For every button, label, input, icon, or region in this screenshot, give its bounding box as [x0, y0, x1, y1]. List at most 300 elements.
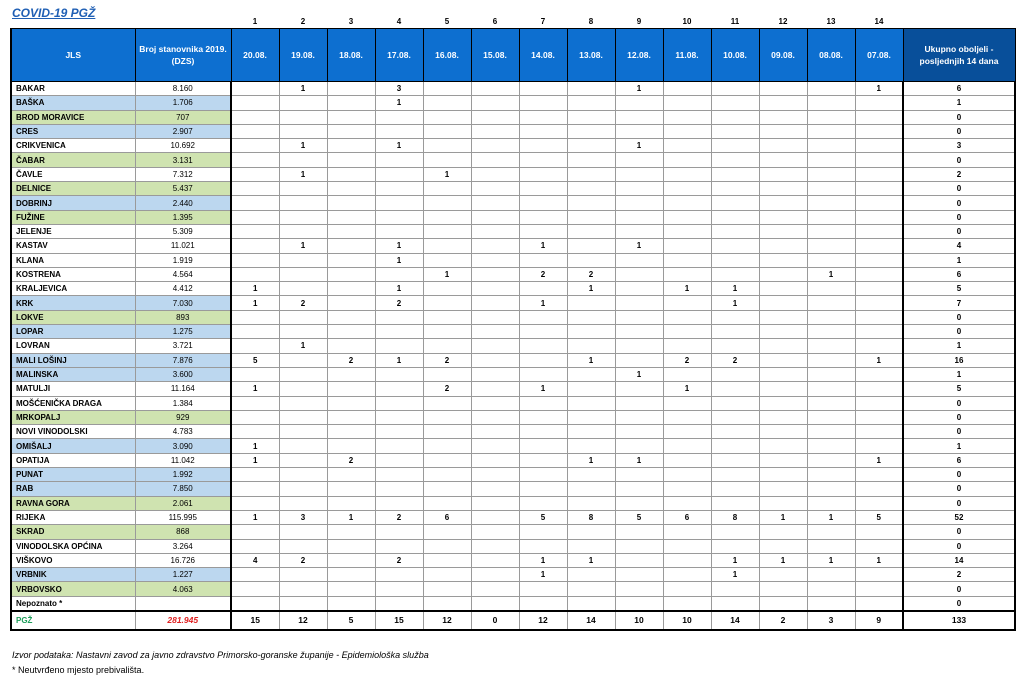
total-cases-cell: 0	[903, 582, 1015, 596]
daily-cases-cell	[231, 410, 279, 424]
daily-cases-cell	[231, 153, 279, 167]
municipality-name: BAKAR	[11, 82, 135, 96]
table-row	[11, 353, 1015, 367]
daily-cases-cell	[711, 582, 759, 596]
daily-cases-cell	[711, 325, 759, 339]
daily-cases-cell	[375, 382, 423, 396]
daily-cases-cell: 1	[567, 453, 615, 467]
daily-cases-cell	[231, 310, 279, 324]
daily-cases-cell	[759, 182, 807, 196]
daily-cases-cell	[567, 596, 615, 611]
daily-cases-cell	[855, 224, 903, 238]
daily-cases-cell	[855, 382, 903, 396]
municipality-name: KLANA	[11, 253, 135, 267]
daily-cases-cell	[807, 224, 855, 238]
daily-cases-cell	[471, 453, 519, 467]
daily-cases-cell	[279, 396, 327, 410]
daily-cases-cell	[471, 568, 519, 582]
summary-population: 281.945	[135, 611, 231, 630]
municipality-name: LOVRAN	[11, 339, 135, 353]
table-row	[11, 267, 1015, 281]
daily-cases-cell	[855, 496, 903, 510]
daily-cases-cell	[615, 496, 663, 510]
total-cases-cell: 14	[903, 553, 1015, 567]
daily-cases-cell	[519, 596, 567, 611]
daily-cases-cell	[327, 553, 375, 567]
municipality-name: OMIŠALJ	[11, 439, 135, 453]
daily-cases-cell	[279, 124, 327, 138]
daily-cases-cell	[615, 167, 663, 181]
daily-cases-cell	[567, 539, 615, 553]
daily-cases-cell	[759, 496, 807, 510]
table-row	[11, 239, 1015, 253]
daily-cases-cell	[519, 439, 567, 453]
daily-cases-cell	[711, 468, 759, 482]
daily-cases-cell	[567, 182, 615, 196]
daily-cases-cell	[279, 253, 327, 267]
daily-cases-cell	[471, 553, 519, 567]
daily-cases-cell	[567, 382, 615, 396]
daily-cases-cell: 1	[855, 453, 903, 467]
total-cases-cell: 1	[903, 367, 1015, 381]
daily-cases-cell	[807, 253, 855, 267]
daily-cases-cell	[423, 325, 471, 339]
daily-cases-cell	[807, 210, 855, 224]
daily-cases-cell	[423, 224, 471, 238]
daily-cases-cell	[711, 496, 759, 510]
daily-cases-cell	[663, 253, 711, 267]
daily-cases-cell: 8	[711, 510, 759, 524]
daily-cases-cell	[567, 339, 615, 353]
daily-cases-cell: 4	[231, 553, 279, 567]
table-row	[11, 253, 1015, 267]
daily-cases-cell: 1	[855, 82, 903, 96]
table-row	[11, 196, 1015, 210]
total-cases-cell: 7	[903, 296, 1015, 310]
daily-cases-cell	[519, 496, 567, 510]
municipality-name: VIŠKOVO	[11, 553, 135, 567]
daily-cases-cell: 1	[711, 553, 759, 567]
daily-cases-cell	[615, 224, 663, 238]
daily-cases-cell	[807, 96, 855, 110]
daily-cases-cell: 1	[231, 296, 279, 310]
daily-cases-cell	[327, 110, 375, 124]
column-number: 14	[874, 16, 884, 26]
daily-cases-cell	[327, 224, 375, 238]
population-cell: 2.907	[135, 124, 231, 138]
column-number: 8	[588, 16, 594, 26]
daily-cases-cell	[855, 210, 903, 224]
daily-cases-cell	[663, 525, 711, 539]
table-row	[11, 425, 1015, 439]
total-cases-cell: 0	[903, 310, 1015, 324]
population-cell: 4.063	[135, 582, 231, 596]
daily-cases-cell	[759, 82, 807, 96]
population-cell: 16.726	[135, 553, 231, 567]
municipality-name: MOŠĆENIČKA DRAGA	[11, 396, 135, 410]
daily-cases-cell	[231, 425, 279, 439]
daily-cases-cell	[807, 468, 855, 482]
summary-label: PGŽ	[11, 611, 135, 630]
daily-cases-cell: 5	[855, 510, 903, 524]
daily-cases-cell	[807, 196, 855, 210]
total-cases-cell: 6	[903, 82, 1015, 96]
daily-cases-cell	[759, 482, 807, 496]
daily-cases-cell	[327, 282, 375, 296]
daily-cases-cell	[231, 396, 279, 410]
daily-cases-cell	[471, 310, 519, 324]
daily-cases-cell: 1	[615, 367, 663, 381]
daily-cases-cell: 1	[615, 453, 663, 467]
daily-cases-cell	[231, 253, 279, 267]
daily-cases-cell	[759, 596, 807, 611]
daily-cases-cell	[375, 396, 423, 410]
daily-cases-cell	[711, 382, 759, 396]
daily-cases-cell	[375, 453, 423, 467]
daily-cases-cell	[615, 568, 663, 582]
summary-daily-cell: 10	[615, 611, 663, 630]
daily-cases-cell: 1	[519, 296, 567, 310]
daily-cases-cell	[663, 210, 711, 224]
daily-cases-cell	[471, 239, 519, 253]
total-cases-cell: 0	[903, 468, 1015, 482]
daily-cases-cell	[615, 525, 663, 539]
total-cases-cell: 0	[903, 182, 1015, 196]
total-cases-cell: 5	[903, 282, 1015, 296]
daily-cases-cell: 5	[231, 353, 279, 367]
municipality-name: VINODOLSKA OPĆINA	[11, 539, 135, 553]
daily-cases-cell	[231, 167, 279, 181]
daily-cases-cell	[615, 410, 663, 424]
daily-cases-cell	[615, 296, 663, 310]
daily-cases-cell	[855, 124, 903, 138]
daily-cases-cell	[855, 153, 903, 167]
header-date: 08.08.	[807, 29, 855, 82]
column-number: 4	[396, 16, 402, 26]
daily-cases-cell	[615, 325, 663, 339]
column-number: 3	[348, 16, 354, 26]
daily-cases-cell	[471, 253, 519, 267]
daily-cases-cell	[471, 539, 519, 553]
total-cases-cell: 1	[903, 439, 1015, 453]
header-date: 14.08.	[519, 29, 567, 82]
table-row	[11, 110, 1015, 124]
footnote: * Neutvrđeno mjesto prebivališta.	[12, 665, 145, 675]
daily-cases-cell	[375, 325, 423, 339]
daily-cases-cell	[855, 167, 903, 181]
header-date: 19.08.	[279, 29, 327, 82]
daily-cases-cell	[231, 82, 279, 96]
daily-cases-cell: 1	[279, 239, 327, 253]
municipality-name: OPATIJA	[11, 453, 135, 467]
table-row	[11, 482, 1015, 496]
daily-cases-cell	[375, 582, 423, 596]
daily-cases-cell	[279, 410, 327, 424]
daily-cases-cell	[327, 167, 375, 181]
daily-cases-cell: 1	[711, 282, 759, 296]
daily-cases-cell	[711, 239, 759, 253]
daily-cases-cell	[471, 439, 519, 453]
daily-cases-cell	[471, 510, 519, 524]
daily-cases-cell	[615, 210, 663, 224]
daily-cases-cell	[279, 482, 327, 496]
daily-cases-cell	[471, 339, 519, 353]
column-number: 2	[300, 16, 306, 26]
daily-cases-cell: 1	[855, 353, 903, 367]
municipality-name: KASTAV	[11, 239, 135, 253]
daily-cases-cell	[279, 439, 327, 453]
total-cases-cell: 52	[903, 510, 1015, 524]
daily-cases-cell	[471, 82, 519, 96]
daily-cases-cell	[471, 267, 519, 281]
daily-cases-cell	[519, 425, 567, 439]
daily-cases-cell	[519, 153, 567, 167]
population-cell: 7.850	[135, 482, 231, 496]
total-cases-cell: 2	[903, 568, 1015, 582]
daily-cases-cell	[519, 453, 567, 467]
daily-cases-cell	[519, 196, 567, 210]
column-number: 5	[444, 16, 450, 26]
column-number-row	[11, 14, 1015, 29]
daily-cases-cell	[375, 167, 423, 181]
daily-cases-cell: 2	[375, 296, 423, 310]
daily-cases-cell	[711, 210, 759, 224]
daily-cases-cell	[567, 224, 615, 238]
daily-cases-cell	[807, 339, 855, 353]
daily-cases-cell	[231, 110, 279, 124]
daily-cases-cell	[471, 96, 519, 110]
population-cell: 11.164	[135, 382, 231, 396]
daily-cases-cell	[855, 267, 903, 281]
table-row	[11, 282, 1015, 296]
daily-cases-cell	[279, 382, 327, 396]
daily-cases-cell	[711, 539, 759, 553]
daily-cases-cell	[423, 210, 471, 224]
daily-cases-cell: 1	[615, 139, 663, 153]
daily-cases-cell: 1	[231, 439, 279, 453]
daily-cases-cell	[423, 568, 471, 582]
daily-cases-cell	[807, 124, 855, 138]
table-row	[11, 325, 1015, 339]
daily-cases-cell	[423, 525, 471, 539]
summary-daily-cell: 15	[231, 611, 279, 630]
daily-cases-cell: 6	[663, 510, 711, 524]
table-row	[11, 96, 1015, 110]
population-cell: 7.030	[135, 296, 231, 310]
table-row	[11, 367, 1015, 381]
daily-cases-cell	[759, 267, 807, 281]
daily-cases-cell	[663, 396, 711, 410]
summary-daily-cell: 14	[567, 611, 615, 630]
daily-cases-cell	[663, 453, 711, 467]
total-cases-cell: 0	[903, 124, 1015, 138]
daily-cases-cell	[807, 396, 855, 410]
daily-cases-cell	[663, 553, 711, 567]
daily-cases-cell	[327, 124, 375, 138]
total-cases-cell: 0	[903, 539, 1015, 553]
daily-cases-cell	[663, 410, 711, 424]
total-cases-cell: 0	[903, 325, 1015, 339]
daily-cases-cell	[663, 267, 711, 281]
daily-cases-cell	[759, 253, 807, 267]
daily-cases-cell	[519, 96, 567, 110]
daily-cases-cell	[423, 253, 471, 267]
daily-cases-cell	[567, 410, 615, 424]
daily-cases-cell	[663, 339, 711, 353]
daily-cases-cell	[759, 139, 807, 153]
daily-cases-cell	[375, 267, 423, 281]
daily-cases-cell	[855, 339, 903, 353]
daily-cases-cell	[855, 139, 903, 153]
population-cell	[135, 596, 231, 611]
daily-cases-cell	[471, 167, 519, 181]
daily-cases-cell: 1	[807, 510, 855, 524]
municipality-name: CRIKVENICA	[11, 139, 135, 153]
daily-cases-cell	[567, 568, 615, 582]
daily-cases-cell	[711, 482, 759, 496]
daily-cases-cell	[855, 525, 903, 539]
daily-cases-cell	[615, 482, 663, 496]
daily-cases-cell	[759, 439, 807, 453]
table-body	[11, 82, 1015, 630]
daily-cases-cell	[327, 596, 375, 611]
daily-cases-cell	[231, 124, 279, 138]
population-cell: 707	[135, 110, 231, 124]
daily-cases-cell	[711, 96, 759, 110]
daily-cases-cell: 8	[567, 510, 615, 524]
daily-cases-cell	[231, 367, 279, 381]
daily-cases-cell	[471, 224, 519, 238]
daily-cases-cell	[615, 425, 663, 439]
municipality-name: CRES	[11, 124, 135, 138]
daily-cases-cell	[231, 96, 279, 110]
daily-cases-cell	[711, 224, 759, 238]
daily-cases-cell	[759, 310, 807, 324]
population-cell: 1.706	[135, 96, 231, 110]
daily-cases-cell	[327, 396, 375, 410]
daily-cases-cell	[471, 182, 519, 196]
daily-cases-cell	[471, 425, 519, 439]
daily-cases-cell	[519, 539, 567, 553]
daily-cases-cell	[759, 325, 807, 339]
daily-cases-cell	[663, 539, 711, 553]
daily-cases-cell	[711, 82, 759, 96]
table-row	[11, 553, 1015, 567]
daily-cases-cell	[711, 153, 759, 167]
daily-cases-cell	[279, 153, 327, 167]
table-row	[11, 296, 1015, 310]
daily-cases-cell	[231, 596, 279, 611]
daily-cases-cell	[471, 582, 519, 596]
daily-cases-cell	[231, 239, 279, 253]
daily-cases-cell: 1	[519, 568, 567, 582]
daily-cases-cell	[375, 124, 423, 138]
daily-cases-cell	[423, 196, 471, 210]
daily-cases-cell	[711, 425, 759, 439]
daily-cases-cell: 2	[375, 510, 423, 524]
daily-cases-cell	[423, 296, 471, 310]
daily-cases-cell	[375, 182, 423, 196]
population-cell: 4.412	[135, 282, 231, 296]
daily-cases-cell	[855, 110, 903, 124]
daily-cases-cell	[807, 410, 855, 424]
header-date: 13.08.	[567, 29, 615, 82]
daily-cases-cell	[471, 210, 519, 224]
daily-cases-cell	[855, 296, 903, 310]
daily-cases-cell	[807, 296, 855, 310]
daily-cases-cell	[423, 239, 471, 253]
daily-cases-cell	[759, 239, 807, 253]
daily-cases-cell	[663, 239, 711, 253]
daily-cases-cell	[231, 224, 279, 238]
daily-cases-cell: 1	[519, 239, 567, 253]
summary-daily-cell: 0	[471, 611, 519, 630]
population-cell: 1.227	[135, 568, 231, 582]
total-cases-cell: 6	[903, 453, 1015, 467]
municipality-name: BAŠKA	[11, 96, 135, 110]
daily-cases-cell	[807, 453, 855, 467]
daily-cases-cell	[471, 482, 519, 496]
daily-cases-cell	[615, 439, 663, 453]
daily-cases-cell: 1	[375, 353, 423, 367]
daily-cases-cell	[615, 282, 663, 296]
daily-cases-cell	[807, 167, 855, 181]
daily-cases-cell	[423, 310, 471, 324]
daily-cases-cell	[807, 239, 855, 253]
daily-cases-cell	[567, 468, 615, 482]
daily-cases-cell	[375, 596, 423, 611]
daily-cases-cell	[855, 482, 903, 496]
table-row	[11, 496, 1015, 510]
daily-cases-cell: 1	[375, 96, 423, 110]
daily-cases-cell	[519, 410, 567, 424]
daily-cases-cell	[471, 124, 519, 138]
total-cases-cell: 0	[903, 525, 1015, 539]
daily-cases-cell	[567, 210, 615, 224]
daily-cases-cell	[567, 525, 615, 539]
daily-cases-cell	[327, 539, 375, 553]
daily-cases-cell	[519, 167, 567, 181]
daily-cases-cell	[567, 253, 615, 267]
daily-cases-cell	[807, 110, 855, 124]
daily-cases-cell	[615, 124, 663, 138]
population-cell: 1.275	[135, 325, 231, 339]
daily-cases-cell: 1	[759, 510, 807, 524]
daily-cases-cell	[711, 124, 759, 138]
daily-cases-cell	[327, 425, 375, 439]
daily-cases-cell	[615, 267, 663, 281]
header-date: 10.08.	[711, 29, 759, 82]
population-cell: 5.437	[135, 182, 231, 196]
daily-cases-cell	[327, 468, 375, 482]
daily-cases-cell	[327, 439, 375, 453]
daily-cases-cell: 2	[279, 296, 327, 310]
summary-daily-cell: 12	[279, 611, 327, 630]
total-cases-cell: 2	[903, 167, 1015, 181]
daily-cases-cell	[423, 539, 471, 553]
daily-cases-cell	[567, 439, 615, 453]
daily-cases-cell	[807, 482, 855, 496]
daily-cases-cell	[567, 582, 615, 596]
daily-cases-cell	[231, 582, 279, 596]
page-title[interactable]: COVID-19 PGŽ	[12, 6, 96, 20]
daily-cases-cell	[471, 410, 519, 424]
daily-cases-cell: 2	[423, 382, 471, 396]
daily-cases-cell: 2	[423, 353, 471, 367]
summary-daily-cell: 12	[423, 611, 471, 630]
daily-cases-cell	[423, 396, 471, 410]
daily-cases-cell	[663, 82, 711, 96]
